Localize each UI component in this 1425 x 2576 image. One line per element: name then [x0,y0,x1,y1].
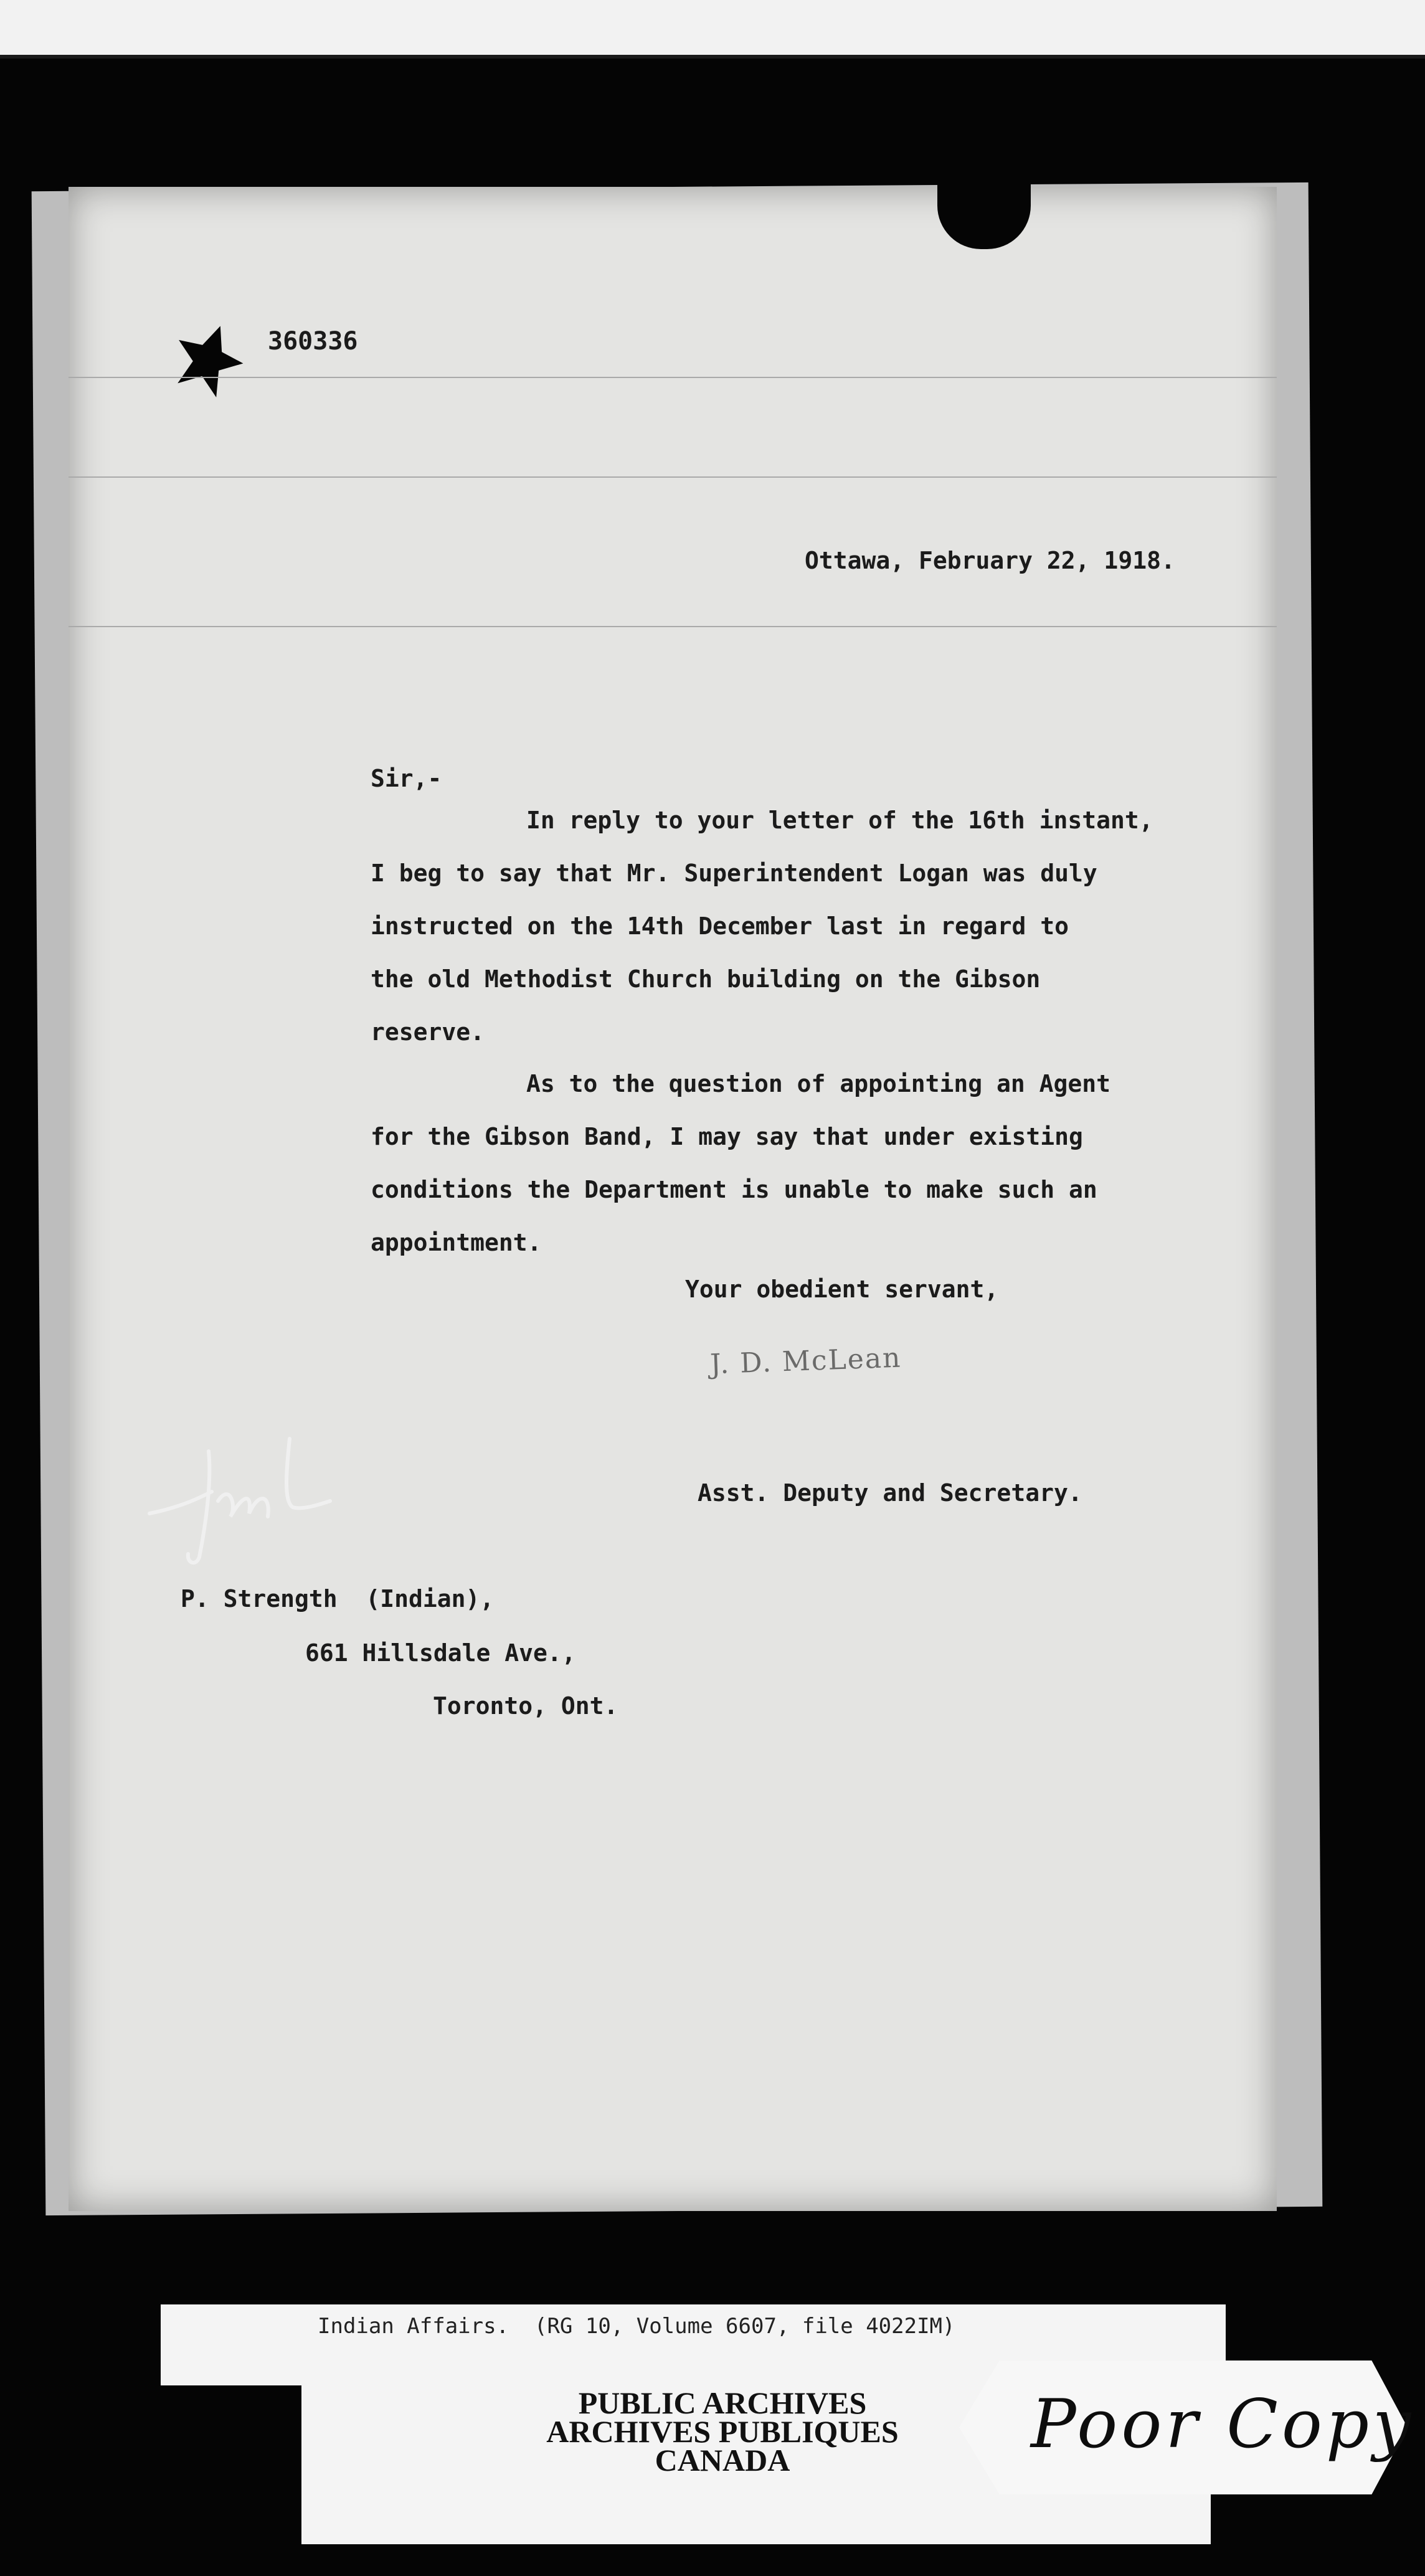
archives-line: CANADA [655,2443,790,2478]
salutation: Sir,- [371,765,442,792]
body-line: reserve. [371,1018,485,1046]
body-line: In reply to your letter of the 16th instant, [526,807,1153,834]
ruled-line [69,626,1277,627]
closing: Your obedient servant, [685,1276,999,1303]
addressee-street: 661 Hillsdale Ave., [305,1639,576,1667]
archives-line: ARCHIVES PUBLIQUES [546,2414,899,2449]
archives-stamp [498,2385,947,2478]
addressee-name: P. Strength (Indian), [181,1585,495,1612]
body-line: appointment. [371,1229,542,1256]
addressee-city: Toronto, Ont. [433,1692,618,1720]
body-line: for the Gibson Band, I may say that under existing [371,1123,1083,1150]
body-line: I beg to say that Mr. Superintendent Logan was duly [371,859,1097,887]
signer-title: Asst. Deputy and Secretary. [698,1479,1082,1507]
ruled-line [69,377,1277,378]
file-number: 360336 [268,327,358,356]
poor-copy-text: Poor Copy [1031,2385,1415,2463]
top-margin-strip [0,0,1425,59]
archive-caption: Indian Affairs. (RG 10, Volume 6607, file 4022IM) [318,2314,955,2339]
date-line: Ottawa, February 22, 1918. [805,547,1175,574]
body-line: conditions the Department is unable to make such an [371,1176,1097,1203]
body-line: the old Methodist Church building on the Gibson [371,965,1041,993]
ruled-line [69,476,1277,478]
body-line: instructed on the 14th December last in regard to [371,912,1069,940]
handwritten-initials [143,1432,367,1576]
body-line: As to the question of appointing an Agent [526,1070,1110,1097]
signature-stamp: J. D. McLean [709,1342,902,1381]
archives-line: PUBLIC ARCHIVES [578,2385,867,2420]
